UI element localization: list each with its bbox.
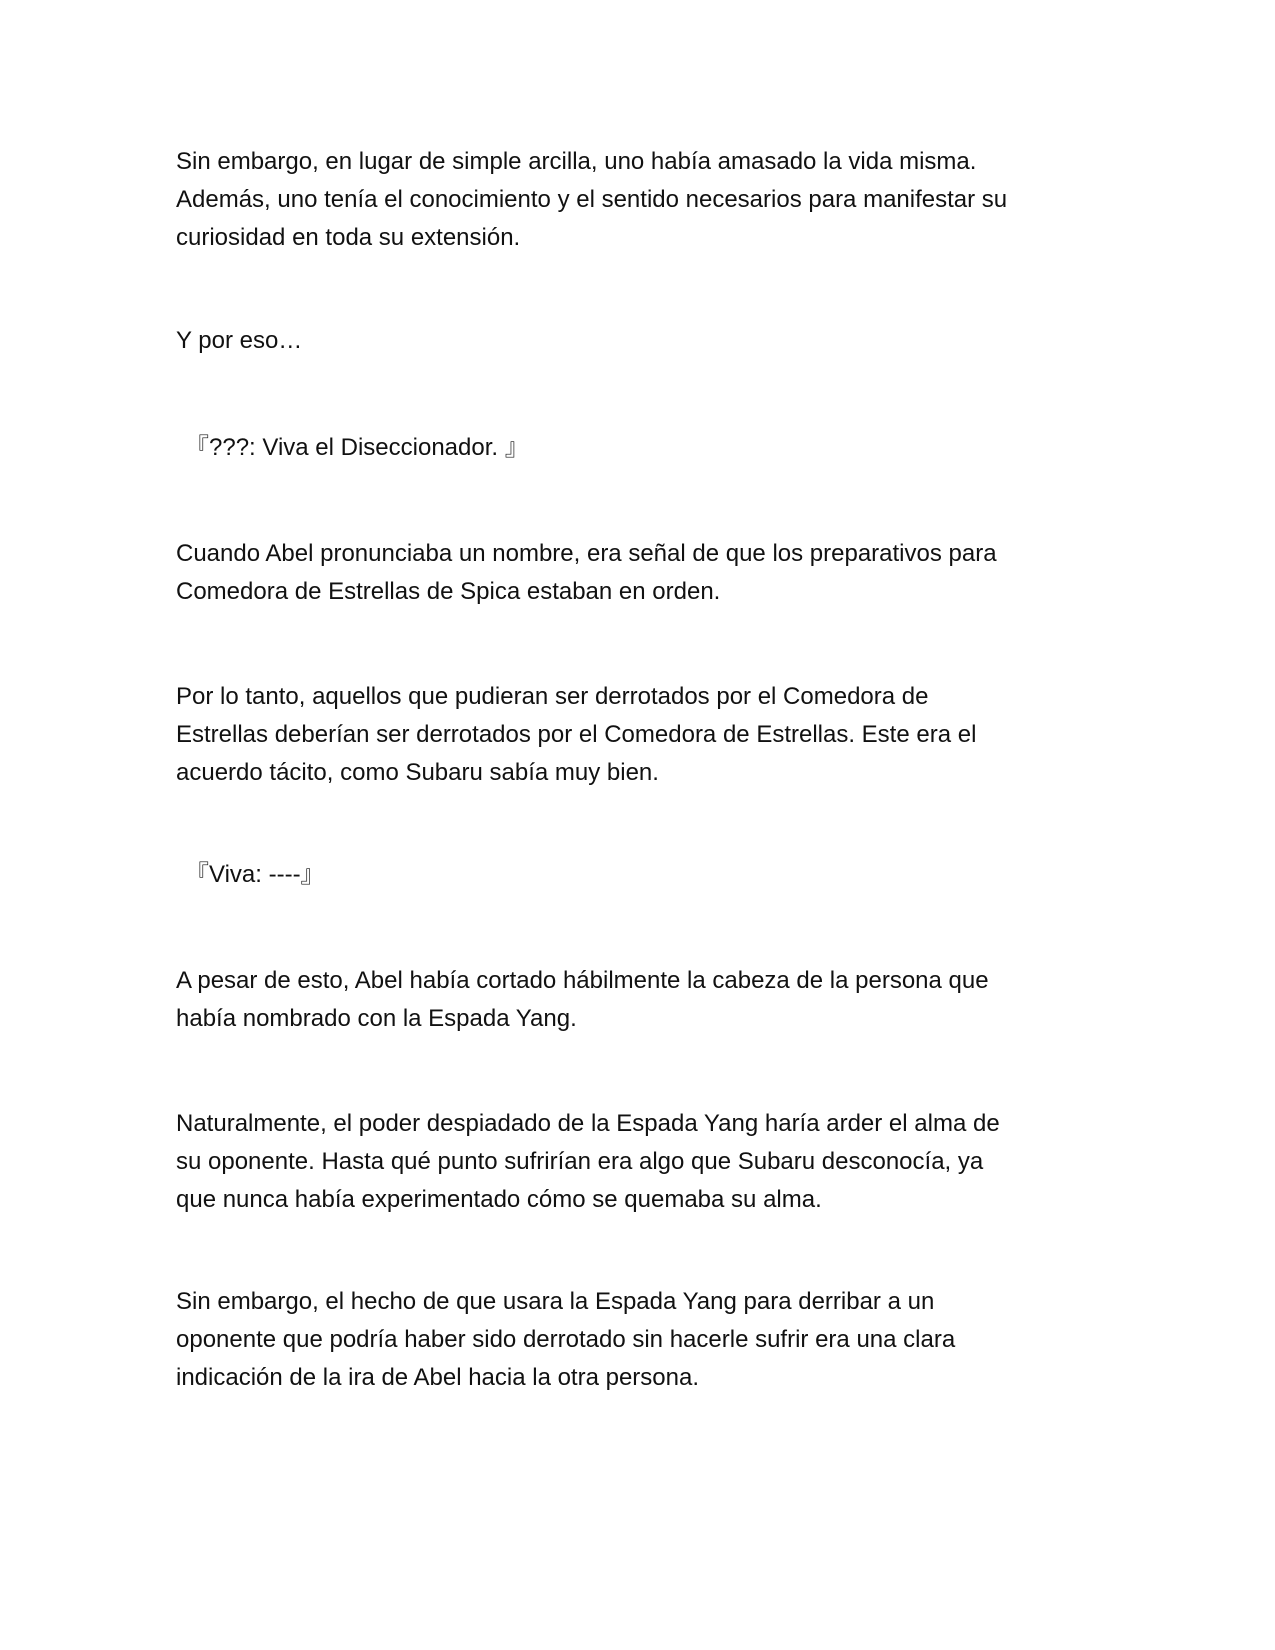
paragraph-tacit-agreement — [176, 678, 1106, 792]
text-line: Y por eso… — [176, 327, 303, 354]
text-line: Estrellas deberían ser derrotados por el Comedora de Estrellas. Este era el — [176, 721, 977, 748]
text-line: curiosidad en toda su extensión. — [176, 224, 521, 251]
text-line: Naturalmente, el poder despiadado de la Espada Yang haría arder el alma de — [176, 1110, 1000, 1137]
text-line: oponente que podría haber sido derrotado sin hacerle sufrir era una clara — [176, 1326, 956, 1353]
paragraph-and-so — [176, 322, 1106, 360]
text-line: indicación de la ira de Abel hacia la otra persona. — [176, 1364, 700, 1391]
paragraph-yang-sword-power — [176, 1105, 1106, 1219]
text-line: que nunca había experimentado cómo se quemaba su alma. — [176, 1186, 822, 1213]
dialogue-line: 『Viva: ----』 — [185, 861, 325, 888]
text-line: Cuando Abel pronunciaba un nombre, era señal de que los preparativos para — [176, 540, 997, 567]
dialogue-line: 『???: Viva el Diseccionador. 』 — [185, 434, 529, 461]
paragraph-abel-anger — [176, 1283, 1106, 1397]
text-line: su oponente. Hasta qué punto sufrirían era algo que Subaru desconocía, ya — [176, 1148, 984, 1175]
text-line: había nombrado con la Espada Yang. — [176, 1005, 577, 1032]
text-line: Por lo tanto, aquellos que pudieran ser derrotados por el Comedora de — [176, 683, 929, 710]
text-line: Comedora de Estrellas de Spica estaban en orden. — [176, 578, 721, 605]
paragraph-abel-names — [176, 535, 1106, 611]
text-line: Sin embargo, en lugar de simple arcilla, uno había amasado la vida misma. — [176, 148, 977, 175]
paragraph-clay-and-life — [176, 143, 1106, 257]
dialogue-viva-diseccionador — [176, 429, 1106, 467]
dialogue-viva-dashes — [176, 856, 1106, 894]
paragraph-beheading — [176, 962, 1106, 1038]
text-line: Además, uno tenía el conocimiento y el sentido necesarios para manifestar su — [176, 186, 1008, 213]
text-line: Sin embargo, el hecho de que usara la Espada Yang para derribar a un — [176, 1288, 935, 1315]
text-line: A pesar de esto, Abel había cortado hábilmente la cabeza de la persona que — [176, 967, 989, 994]
text-line: acuerdo tácito, como Subaru sabía muy bien. — [176, 759, 659, 786]
